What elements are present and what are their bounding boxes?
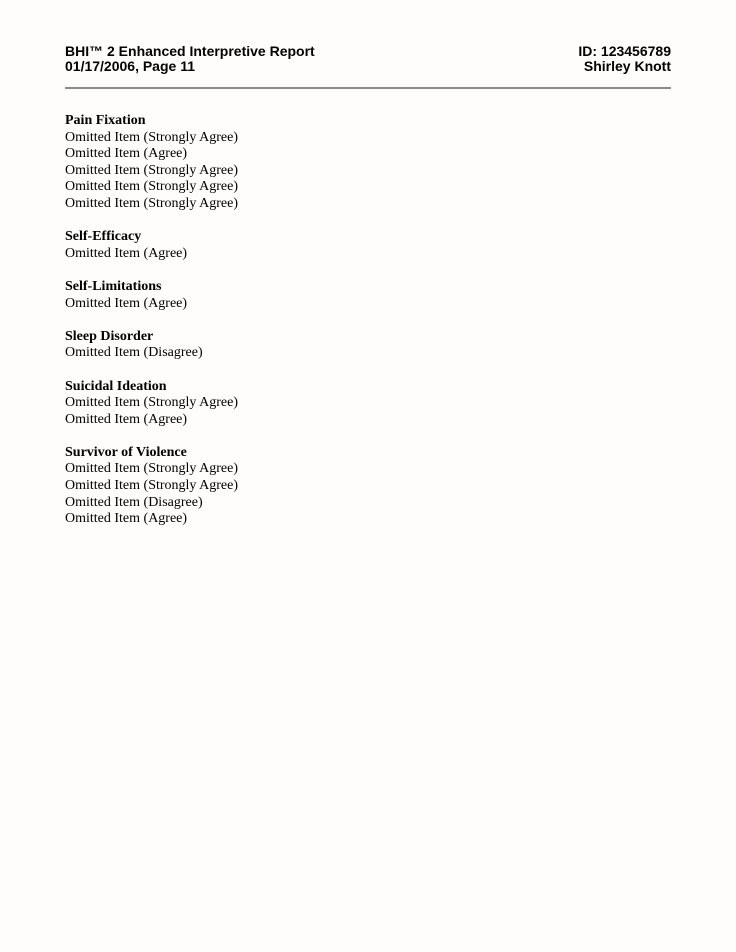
omitted-item: Omitted Item (Disagree): [65, 345, 203, 361]
header-divider: [65, 87, 671, 89]
omitted-item: Omitted Item (Strongly Agree): [65, 179, 239, 195]
scale-title: Survivor of Violence: [65, 444, 187, 460]
header-left: [65, 44, 315, 74]
omitted-item: Omitted Item (Strongly Agree): [65, 162, 239, 178]
omitted-item: Omitted Item (Agree): [65, 146, 188, 162]
patient-name: Shirley Knott: [583, 58, 671, 74]
omitted-item: Omitted Item (Agree): [65, 295, 188, 311]
scale-section: [65, 329, 671, 362]
omitted-item: Omitted Item (Strongly Agree): [65, 395, 239, 411]
omitted-item: Omitted Item (Strongly Agree): [65, 129, 239, 145]
omitted-item: Omitted Item (Agree): [65, 245, 188, 261]
scale-title: Suicidal Ideation: [65, 378, 167, 394]
scale-title: Pain Fixation: [65, 113, 146, 128]
report-header: [65, 44, 671, 74]
scale-title: Self-Limitations: [65, 278, 162, 294]
report-title: BHI™ 2 Enhanced Interpretive Report: [65, 43, 315, 59]
header-right: [578, 44, 671, 74]
scale-section: [65, 279, 671, 312]
omitted-item: Omitted Item (Disagree): [65, 494, 203, 510]
patient-id: ID: 123456789: [578, 43, 671, 59]
scale-section: [65, 379, 671, 429]
report-date-page: 01/17/2006, Page 11: [65, 58, 195, 74]
scale-section: [65, 445, 671, 528]
omitted-item: Omitted Item (Strongly Agree): [65, 195, 239, 211]
omitted-item: Omitted Item (Agree): [65, 411, 188, 427]
scale-title: Sleep Disorder: [65, 328, 154, 344]
omitted-item: Omitted Item (Strongly Agree): [65, 461, 239, 477]
omitted-items-sections: [65, 113, 671, 528]
scale-section: [65, 113, 671, 213]
omitted-item: Omitted Item (Agree): [65, 511, 188, 527]
scale-title: Self-Efficacy: [65, 229, 142, 245]
omitted-item: Omitted Item (Strongly Agree): [65, 478, 239, 494]
scale-section: [65, 229, 671, 262]
report-page: [65, 44, 671, 544]
